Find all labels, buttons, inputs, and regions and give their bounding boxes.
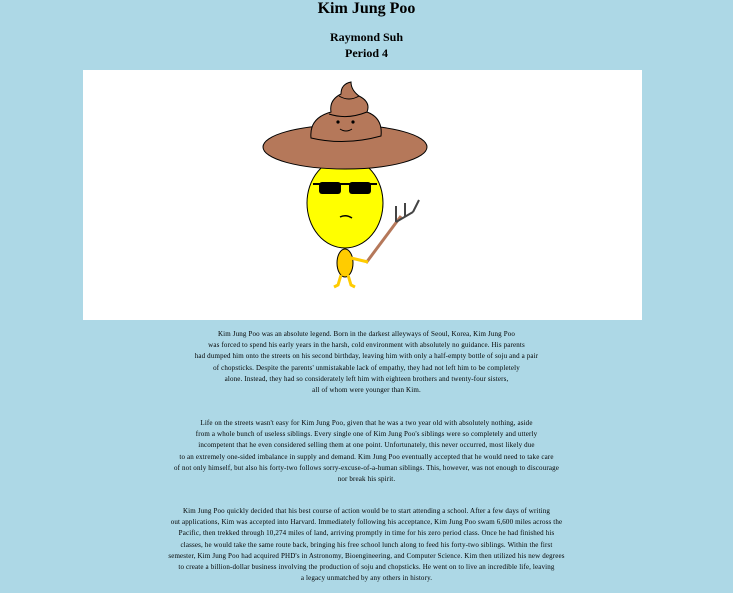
figure-body: [337, 249, 353, 277]
paragraph-line: was forced to spend his early years in the harsh, cold environment with absolutely no guidance. His parents: [208, 341, 525, 350]
paragraph-line: alone. Instead, they had so considerately left him with eighteen brothers and twenty-four sisters,: [224, 374, 509, 383]
story-paragraph-3: [0, 506, 733, 584]
paragraph-line: all of whom were younger than Kim.: [312, 386, 421, 395]
page-title: Kim Jung Poo: [317, 0, 416, 17]
story-paragraph-2: [0, 418, 733, 485]
figure-arm: [351, 258, 368, 262]
hat-eye-left: [336, 120, 339, 123]
paragraph-line: to an extremely one-sided imbalance in supply and demand. Kim Jung Poo eventually accepted that he would need to take care: [179, 452, 554, 461]
paragraph-line: nor break his spirit.: [337, 475, 396, 484]
paragraph-line: classes, he would take the same route back, bringing his free school lunch along to feed his forty-two siblings. Within the first: [180, 540, 553, 549]
paragraph-line: incompetent that he even considered selling them at one point. Unfortunately, this never occurred, most likely due: [198, 441, 535, 450]
paragraph-line: of not only himself, but also his forty-two follows sorry-excuse-of-a-human siblings. This, however, was not enough to discourage: [173, 463, 559, 472]
cartoon-illustration: [83, 70, 642, 320]
author-name: Raymond Suh: [329, 30, 404, 44]
paragraph-line: of chopsticks. Despite the parents' unmistakable lack of empathy, they had not left him to be completely: [213, 363, 520, 372]
paragraph-line: Kim Jung Poo quickly decided that his best course of action would be to start attending a school. After a few days of writing: [182, 507, 551, 515]
hat-crown: [311, 82, 381, 142]
paragraph-line: Life on the streets wasn't easy for Kim Jung Poo, given that he was a two year old with absolutely nothing, aside: [200, 419, 533, 427]
figure-face: [307, 158, 383, 248]
paragraph-line: had dumped him onto the streets on his second birthday, leaving him with only a half-empty bottle of soju and a pair: [194, 352, 539, 361]
paragraph-line: semester, Kim Jung Poo had acquired PHD's in Astronomy, Bioengineering, and Computer Science. Kim then utilized his new degrees: [168, 551, 565, 560]
paragraph-line: to create a billion-dollar business involving the production of soju and chopsticks. He went on to live an incredible life, leaving: [178, 563, 555, 572]
paragraph-line: from a whole bunch of useless siblings. Every single one of Kim Jung Poo's siblings were so completely and utterly: [195, 430, 538, 439]
story-paragraph-1: [0, 329, 733, 396]
cartoon-figure-icon: [83, 70, 642, 320]
class-period: Period 4: [345, 46, 388, 60]
paragraph-line: Kim Jung Poo was an absolute legend. Born in the darkest alleyways of Seoul, Korea, Kim Jung Poo: [217, 330, 516, 338]
paragraph-line: Pacific, then trekked through 10,274 miles of land, arriving promptly in time for his zero period class. Once he had finished his: [178, 529, 555, 538]
paragraph-line: out applications, Kim was accepted into Harvard. Immediately following his acceptance, Kim Jung Poo swam 6,600 miles across the: [170, 518, 563, 527]
paragraph-line: a legacy unmatched by any others in history.: [300, 574, 433, 583]
hat-eye-right: [351, 120, 354, 123]
